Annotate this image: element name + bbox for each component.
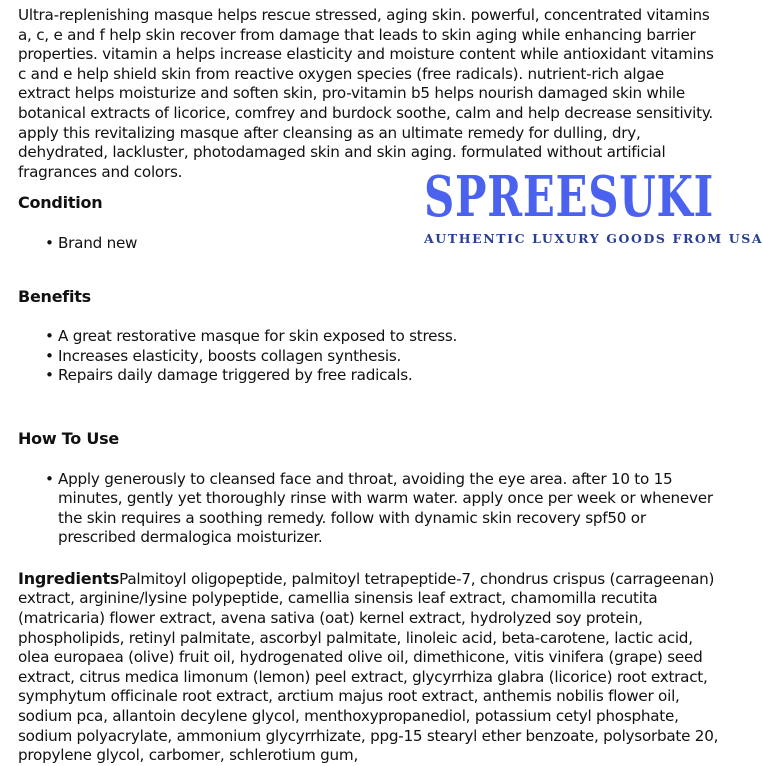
how-to-use-item: • Apply generously to cleansed face and throat, avoiding the eye area. after 10 to 15 minutes, gently yet thoroughly rinse with warm water. apply once per week or whenever the skin requires a soothing remedy. follow with dynamic skin recovery spf50 or prescribed dermalogica moisturizer. (18, 470, 720, 548)
logo-wordmark-glyphs: SPREESUKI (424, 164, 714, 230)
logo-tagline: AUTHENTIC LUXURY GOODS FROM USA (424, 231, 763, 246)
condition-heading: Condition (18, 193, 103, 213)
brand-logo (424, 164, 763, 246)
product-description: Ultra-replenishing masque helps rescue stressed, aging skin. powerful, concentrated vitamins a, c, e and f help skin recover from damage that leads to skin aging while enhancing barrier properties. vitamin a helps increase elasticity and moisture content while antioxidant vitamins c and e help shield skin from reactive oxygen species (free radicals). nutrient-rich algae extract helps moisturize and soften skin, pro-vitamin b5 helps nourish damaged skin while botanical extracts of licorice, comfrey and burdock soothe, calm and help decrease sensitivity. apply this revitalizing masque after cleansing as an ultimate remedy for dulling, dry, dehydrated, lackluster, photodamaged skin and skin aging. formulated without artificial fragrances and colors. (18, 6, 714, 181)
logo-wordmark-graphic (424, 164, 716, 230)
product-details (18, 6, 763, 766)
benefit-item: • Increases elasticity, boosts collagen synthesis. (18, 347, 720, 367)
condition-item: • Brand new (18, 234, 720, 254)
logo-wordmark (424, 164, 716, 233)
benefit-item: • A great restorative masque for skin exposed to stress. (18, 327, 720, 347)
benefits-list (18, 327, 720, 386)
ingredients-section (18, 569, 720, 766)
how-to-use-heading: How To Use (18, 428, 119, 448)
ingredients-text: Palmitoyl oligopeptide, palmitoyl tetrapeptide-7, chondrus crispus (carrageenan) extract, arginine/lysine polypeptide, camellia sinensis leaf extract, chamomilla recutita (matricaria) flower extract, avena sativa (oat) kernel extract, hydrolyzed soy protein, phospholipids, retinyl palmitate, ascorbyl palmitate, linoleic acid, beta-carotene, lactic acid, olea europaea (olive) fruit oil, hydrogenated olive oil, dimethicone, vitis vinifera (grape) seed extract, citrus medica limonum (lemon) peel extract, glycyrrhiza glabra (licorice) root extract, symphytum officinale root extract, arctium majus root extract, anthemis nobilis flower oil, sodium pca, allantoin decylene glycol, menthoxypropanediol, potassium cetyl phosphate, sodium polyacrylate, ammonium glycyrrhizate, ppg-15 stearyl ether benzoate, polysorbate 20, propylene glycol, carbomer, schlerotium gum, (18, 569, 719, 765)
benefits-heading: Benefits (18, 286, 91, 306)
ingredients-heading: Ingredients (18, 568, 120, 588)
benefit-item: • Repairs daily damage triggered by free radicals. (18, 366, 720, 386)
how-to-use-list (18, 470, 720, 548)
